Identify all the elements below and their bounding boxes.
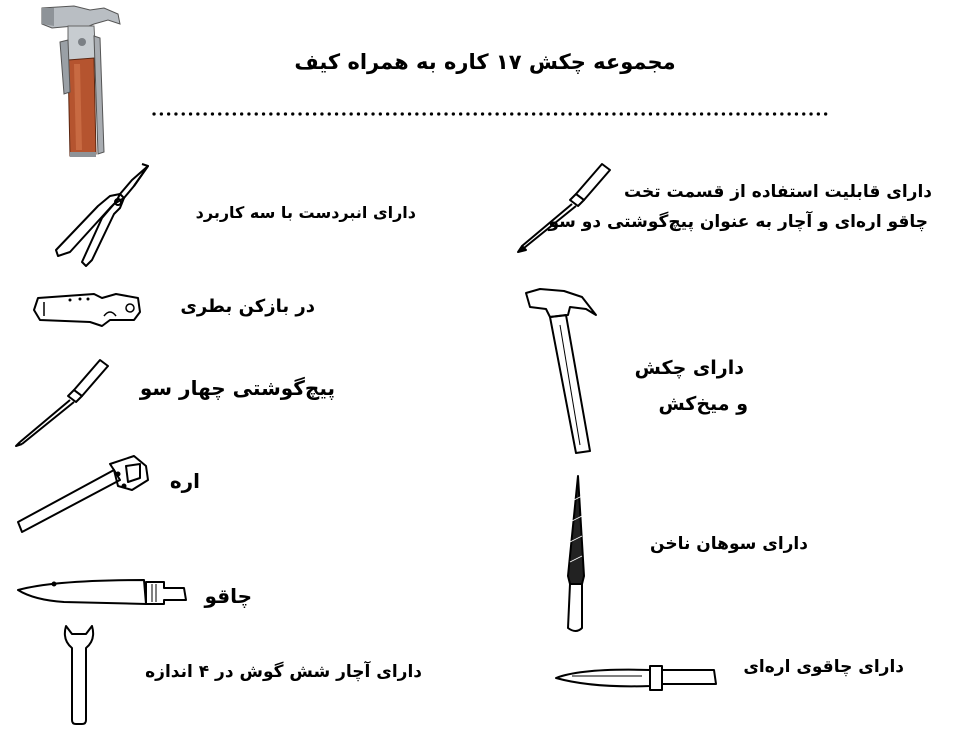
- phillips-screwdriver-icon: [12, 356, 112, 448]
- wrench-icon: [60, 622, 98, 726]
- feature-label-phillips-screwdriver: پیچ‌گوشتی چهار سو: [139, 376, 335, 400]
- feature-label-flat-screwdriver-line2: چاقو اره‌ای و آچار به عنوان پیچ‌گوشتی دو سو: [548, 212, 928, 232]
- dotted-divider: [150, 106, 830, 122]
- bottle-opener-icon: [30, 290, 145, 330]
- feature-label-wrench: دارای آچار شش گوش در ۴ اندازه: [145, 662, 422, 682]
- feature-label-saw: اره: [169, 469, 200, 493]
- page-title: مجموعه چکش ۱۷ کاره به همراه کیف: [294, 50, 676, 74]
- claw-hammer-icon: [520, 285, 600, 457]
- flat-screwdriver-icon: [514, 160, 614, 254]
- nail-file-icon: [560, 472, 590, 636]
- feature-label-pliers: دارای انبردست با سه کاربرد: [195, 203, 416, 222]
- knife-icon: [14, 574, 189, 608]
- multitool-hammer-photo: [34, 2, 126, 160]
- feature-label-bottle-opener: در بازکن بطری: [180, 296, 315, 317]
- feature-label-nail-file: دارای سوهان ناخن: [650, 534, 808, 554]
- feature-label-serrated-knife: دارای چاقوی اره‌ای: [743, 657, 904, 677]
- feature-label-hammer-line2: و میخ‌کش: [658, 393, 748, 415]
- saw-icon: [14, 452, 154, 537]
- feature-label-flat-screwdriver-line1: دارای قابلیت استفاده از قسمت تخت: [623, 182, 932, 202]
- serrated-knife-icon: [552, 662, 720, 694]
- feature-label-knife: چاقو: [204, 584, 252, 608]
- pliers-icon: [50, 160, 155, 270]
- feature-label-hammer-line1: دارای چکش: [634, 357, 744, 379]
